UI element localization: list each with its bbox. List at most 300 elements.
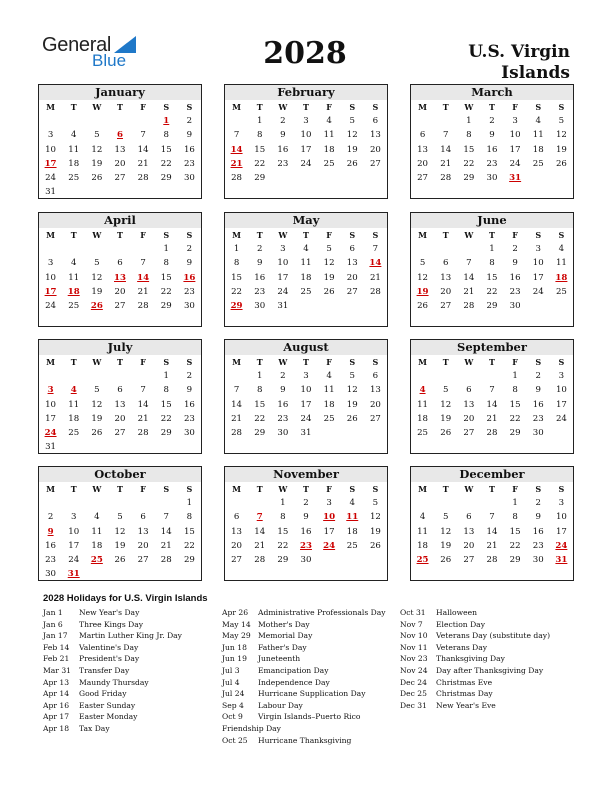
day-cell: 7	[466, 258, 472, 269]
empty-day-cell	[132, 185, 155, 199]
empty-day-cell	[411, 114, 434, 128]
day-cell: 10	[300, 385, 312, 396]
holiday-name: New Year's Eve	[436, 700, 496, 710]
day-cell: 2	[489, 116, 495, 127]
holiday-name: President's Day	[79, 654, 140, 664]
day-cell: 28	[463, 300, 475, 311]
holiday-name: Day after Thanksgiving Day	[436, 665, 544, 675]
day-cell: 21	[254, 540, 266, 551]
holiday-item	[222, 700, 386, 712]
holiday-date: Nov 10	[400, 631, 428, 641]
week-row	[411, 398, 573, 412]
day-cell: 6	[466, 385, 472, 396]
weekday-header: S	[558, 102, 565, 112]
day-cell: 2	[186, 116, 193, 127]
day-cell: 14	[254, 526, 266, 537]
day-cell: 17	[277, 272, 289, 283]
day-cell: 2	[256, 244, 263, 255]
day-cell: 20	[417, 158, 429, 169]
weekday-header: W	[278, 484, 288, 494]
weekday-header: M	[418, 102, 427, 112]
day-cell: 24	[45, 300, 57, 311]
day-cell: 12	[323, 258, 335, 269]
weekday-header: W	[464, 102, 474, 112]
day-cell: 10	[68, 526, 80, 537]
day-cell: 29	[486, 300, 498, 311]
weekday-header-row	[39, 355, 201, 369]
day-cell: 13	[369, 130, 381, 141]
weekday-header: T	[70, 102, 77, 112]
holiday-item	[222, 630, 386, 642]
holiday-date: Nov 11	[400, 642, 428, 652]
day-cell: 18	[555, 272, 568, 283]
holiday-date: Nov 24	[400, 665, 428, 675]
day-cell: 7	[140, 130, 146, 141]
day-cell: 5	[442, 512, 449, 523]
day-cell: 25	[90, 554, 103, 565]
holiday-date: Apr 14	[43, 689, 70, 699]
week-row	[39, 128, 201, 142]
empty-day-cell	[108, 567, 131, 581]
empty-day-cell	[341, 299, 364, 313]
holiday-item	[400, 653, 550, 665]
holiday-item	[43, 642, 182, 654]
day-cell: 14	[160, 526, 172, 537]
day-cell: 28	[137, 172, 149, 183]
day-cell: 29	[183, 554, 195, 565]
day-cell: 7	[256, 512, 263, 523]
day-cell: 3	[303, 371, 309, 382]
day-cell: 11	[91, 526, 103, 537]
weekday-header: T	[256, 484, 263, 494]
day-cell: 31	[277, 300, 289, 311]
day-cell: 14	[231, 399, 243, 410]
day-cell: 6	[442, 258, 449, 269]
day-cell: 26	[369, 540, 381, 551]
day-cell: 27	[346, 286, 358, 297]
week-row	[225, 412, 387, 426]
day-cell: 29	[160, 172, 172, 183]
weekday-header: W	[464, 357, 474, 367]
day-cell: 15	[231, 272, 243, 283]
empty-day-cell	[62, 496, 85, 510]
day-cell: 8	[489, 258, 495, 269]
day-cell: 31	[45, 187, 57, 198]
week-row	[39, 271, 201, 285]
day-cell: 8	[163, 258, 169, 269]
holiday-name: Thanksgiving Day	[436, 654, 505, 664]
day-cell: 20	[231, 540, 243, 551]
day-cell: 18	[68, 413, 80, 424]
day-cell: 22	[183, 540, 195, 551]
holiday-item	[43, 723, 182, 735]
holiday-date: Jun 18	[222, 642, 247, 652]
day-cell: 11	[68, 399, 80, 410]
holiday-date: Jul 24	[222, 689, 245, 699]
empty-day-cell	[434, 114, 457, 128]
week-row	[39, 157, 201, 171]
day-cell: 9	[489, 130, 495, 141]
empty-day-cell	[39, 496, 62, 510]
day-cell: 4	[535, 116, 541, 127]
day-cell: 13	[137, 526, 149, 537]
holiday-date: Jan 1	[43, 608, 63, 617]
day-cell: 2	[280, 116, 286, 127]
day-cell: 23	[532, 413, 544, 424]
day-cell: 1	[186, 498, 193, 509]
empty-day-cell	[39, 114, 62, 128]
day-cell: 16	[486, 144, 498, 155]
month-november	[224, 466, 388, 581]
day-cell: 22	[509, 413, 521, 424]
logo	[42, 34, 142, 74]
weekday-header: M	[418, 357, 427, 367]
weekday-header-row	[411, 228, 573, 242]
day-cell: 25	[68, 300, 80, 311]
empty-day-cell	[550, 426, 573, 440]
holiday-name: Transfer Day	[79, 665, 130, 675]
month-march	[410, 84, 574, 199]
weekday-header: T	[303, 357, 309, 367]
empty-day-cell	[85, 440, 108, 454]
week-row	[39, 369, 201, 383]
day-cell: 16	[183, 399, 195, 410]
day-cell: 6	[349, 244, 355, 255]
day-cell: 18	[68, 158, 80, 169]
weekday-header: S	[372, 102, 379, 112]
holiday-name: New Year's Day	[79, 608, 140, 617]
day-cell: 17	[532, 272, 544, 283]
day-cell: 9	[186, 385, 193, 396]
holiday-date: Jan 6	[43, 619, 63, 629]
day-cell: 20	[346, 272, 358, 283]
day-cell: 23	[183, 413, 195, 424]
day-cell: 30	[532, 554, 544, 565]
weekday-header: T	[70, 230, 77, 240]
holiday-date: May 29	[222, 631, 251, 641]
day-cell: 19	[91, 286, 103, 297]
empty-day-cell	[318, 299, 341, 313]
day-cell: 6	[372, 116, 379, 127]
day-cell: 9	[535, 512, 541, 523]
week-row	[39, 496, 201, 510]
holiday-date: Jan 17	[43, 631, 68, 641]
month-name: April	[39, 213, 201, 228]
day-cell: 2	[47, 512, 54, 523]
holiday-name: Emancipation Day	[258, 665, 329, 675]
day-cell: 19	[346, 399, 358, 410]
day-cell: 24	[300, 413, 312, 424]
week-row	[39, 567, 201, 581]
day-cell: 22	[254, 413, 266, 424]
empty-day-cell	[132, 567, 155, 581]
holidays-title: 2028 Holidays for U.S. Virgin Islands	[43, 593, 208, 604]
month-name: November	[225, 467, 387, 482]
day-cell: 3	[47, 385, 54, 396]
day-cell: 11	[323, 385, 335, 396]
empty-day-cell	[178, 185, 201, 199]
day-cell: 24	[300, 158, 312, 169]
logo-blue-text: Blue	[92, 51, 127, 70]
day-cell: 15	[160, 144, 172, 155]
day-cell: 2	[186, 244, 193, 255]
day-cell: 12	[440, 399, 452, 410]
month-january	[38, 84, 202, 199]
day-cell: 30	[486, 172, 498, 183]
day-cell: 11	[555, 258, 567, 269]
weekday-header: W	[278, 102, 288, 112]
week-row	[411, 256, 573, 270]
day-cell: 28	[137, 300, 149, 311]
day-cell: 17	[555, 526, 567, 537]
region-line-2: Islands	[501, 63, 570, 83]
day-cell: 22	[486, 286, 498, 297]
holiday-column	[222, 607, 386, 746]
holiday-name: Labour Day	[258, 700, 303, 710]
day-cell: 23	[486, 158, 498, 169]
weekday-header: T	[303, 484, 309, 494]
weekday-header: T	[303, 230, 309, 240]
empty-day-cell	[225, 369, 248, 383]
day-cell: 24	[277, 286, 289, 297]
day-cell: 3	[558, 371, 565, 382]
month-name: July	[39, 340, 201, 355]
weekday-header: M	[46, 102, 55, 112]
week-row	[225, 157, 387, 171]
empty-day-cell	[155, 496, 178, 510]
holiday-date: May 14	[222, 619, 251, 629]
weekday-header: T	[117, 484, 123, 494]
day-cell: 15	[160, 399, 172, 410]
month-september	[410, 339, 574, 454]
weekday-header: F	[512, 102, 518, 112]
month-name: February	[225, 85, 387, 100]
day-cell: 22	[160, 286, 172, 297]
holiday-name: Good Friday	[79, 689, 127, 699]
holiday-name: Valentine's Day	[79, 642, 139, 652]
day-cell: 13	[346, 258, 358, 269]
month-name: January	[39, 85, 201, 100]
day-cell: 21	[137, 158, 149, 169]
weekday-header: S	[186, 230, 193, 240]
day-cell: 5	[372, 498, 379, 509]
day-cell: 29	[254, 427, 266, 438]
holiday-name: Administrative Professionals Day	[258, 608, 386, 617]
week-row	[411, 285, 573, 299]
day-cell: 1	[233, 244, 240, 255]
week-row	[39, 539, 201, 553]
day-cell: 9	[47, 526, 54, 537]
holiday-name: Memorial Day	[258, 631, 313, 641]
day-cell: 13	[114, 144, 126, 155]
empty-day-cell	[85, 114, 108, 128]
day-cell: 27	[369, 158, 381, 169]
week-row	[225, 271, 387, 285]
holiday-date: Jul 4	[222, 677, 240, 687]
day-cell: 6	[372, 371, 379, 382]
week-row	[225, 171, 387, 185]
weekday-header-row	[225, 355, 387, 369]
weekday-header: F	[512, 230, 518, 240]
week-row	[225, 128, 387, 142]
weekday-header: M	[232, 357, 241, 367]
month-name: October	[39, 467, 201, 482]
day-cell: 6	[419, 130, 426, 141]
day-cell: 16	[532, 399, 544, 410]
empty-day-cell	[457, 369, 480, 383]
weekday-header: M	[46, 230, 55, 240]
week-row	[39, 383, 201, 397]
weekday-header: T	[489, 357, 495, 367]
day-cell: 30	[509, 300, 521, 311]
week-row	[411, 525, 573, 539]
weekday-header-row	[39, 228, 201, 242]
day-cell: 25	[417, 427, 429, 438]
month-april	[38, 212, 202, 327]
empty-day-cell	[527, 299, 550, 313]
day-cell: 3	[303, 116, 309, 127]
day-cell: 7	[163, 512, 169, 523]
weekday-header: F	[326, 357, 332, 367]
holiday-item	[222, 653, 386, 665]
day-cell: 31	[67, 569, 80, 580]
day-cell: 21	[486, 540, 498, 551]
day-cell: 18	[300, 272, 312, 283]
year-title: 2028	[263, 36, 347, 71]
day-cell: 18	[417, 413, 429, 424]
day-cell: 12	[91, 272, 103, 283]
weekday-header-row	[225, 482, 387, 496]
day-cell: 4	[349, 498, 355, 509]
day-cell: 15	[160, 272, 172, 283]
week-row	[411, 369, 573, 383]
day-cell: 5	[349, 371, 355, 382]
week-row	[39, 426, 201, 440]
empty-day-cell	[62, 440, 85, 454]
day-cell: 26	[346, 413, 358, 424]
day-cell: 30	[532, 427, 544, 438]
week-row	[411, 510, 573, 524]
holiday-item	[222, 619, 386, 631]
holiday-item	[400, 642, 550, 654]
day-cell: 5	[419, 258, 426, 269]
week-row	[411, 171, 573, 185]
week-row	[39, 285, 201, 299]
day-cell: 3	[512, 116, 518, 127]
empty-day-cell	[364, 426, 387, 440]
week-row	[39, 242, 201, 256]
empty-day-cell	[85, 496, 108, 510]
empty-day-cell	[108, 369, 131, 383]
weekday-header: S	[349, 357, 356, 367]
day-cell: 11	[68, 272, 80, 283]
day-cell: 11	[323, 130, 335, 141]
month-august	[224, 339, 388, 454]
weekday-header: M	[418, 230, 427, 240]
day-cell: 23	[183, 158, 195, 169]
month-name: June	[411, 213, 573, 228]
day-cell: 20	[369, 399, 381, 410]
day-cell: 21	[440, 158, 452, 169]
holiday-name: Virgin Islands–Puerto Rico	[258, 712, 361, 722]
day-cell: 19	[440, 413, 452, 424]
day-cell: 27	[369, 413, 381, 424]
day-cell: 14	[137, 272, 150, 283]
holiday-name: Easter Monday	[79, 712, 138, 722]
weekday-header: S	[558, 357, 565, 367]
day-cell: 4	[326, 116, 332, 127]
empty-day-cell	[108, 185, 131, 199]
day-cell: 23	[300, 540, 312, 551]
day-cell: 5	[442, 385, 449, 396]
week-row	[411, 496, 573, 510]
holiday-date: Apr 18	[43, 723, 70, 733]
weekday-header-row	[225, 228, 387, 242]
weekday-header-row	[411, 355, 573, 369]
weekday-header: F	[326, 102, 332, 112]
empty-day-cell	[62, 369, 85, 383]
day-cell: 19	[369, 526, 381, 537]
day-cell: 16	[183, 272, 196, 283]
day-cell: 30	[300, 554, 312, 565]
day-cell: 1	[489, 244, 495, 255]
weekday-header: T	[256, 102, 263, 112]
weekday-header: T	[303, 102, 309, 112]
empty-day-cell	[480, 369, 503, 383]
day-cell: 15	[463, 144, 475, 155]
day-cell: 10	[323, 512, 336, 523]
day-cell: 21	[369, 272, 381, 283]
holiday-name: Juneteenth	[258, 654, 301, 664]
empty-day-cell	[132, 440, 155, 454]
empty-day-cell	[411, 242, 434, 256]
day-cell: 8	[163, 130, 169, 141]
day-cell: 12	[91, 144, 103, 155]
day-cell: 19	[323, 272, 335, 283]
empty-day-cell	[550, 299, 573, 313]
weekday-header: S	[186, 102, 193, 112]
day-cell: 21	[137, 413, 149, 424]
day-cell: 14	[486, 399, 498, 410]
day-cell: 28	[137, 427, 149, 438]
day-cell: 21	[137, 286, 149, 297]
holiday-date: Apr 13	[43, 677, 70, 687]
day-cell: 25	[300, 286, 312, 297]
week-row	[225, 525, 387, 539]
week-row	[39, 171, 201, 185]
empty-day-cell	[85, 185, 108, 199]
empty-day-cell	[411, 496, 434, 510]
day-cell: 26	[91, 427, 103, 438]
week-row	[225, 426, 387, 440]
empty-day-cell	[155, 567, 178, 581]
day-cell: 22	[231, 286, 243, 297]
day-cell: 18	[532, 144, 544, 155]
weekday-header: W	[464, 484, 474, 494]
weekday-header: T	[489, 484, 495, 494]
day-cell: 8	[163, 385, 169, 396]
empty-day-cell	[550, 171, 573, 185]
empty-day-cell	[108, 242, 131, 256]
holiday-column	[400, 607, 550, 711]
day-cell: 7	[442, 130, 449, 141]
empty-day-cell	[457, 496, 480, 510]
weekday-header: T	[442, 102, 449, 112]
day-cell: 27	[417, 172, 429, 183]
day-cell: 26	[417, 300, 429, 311]
day-cell: 30	[45, 569, 57, 580]
day-cell: 27	[114, 172, 126, 183]
